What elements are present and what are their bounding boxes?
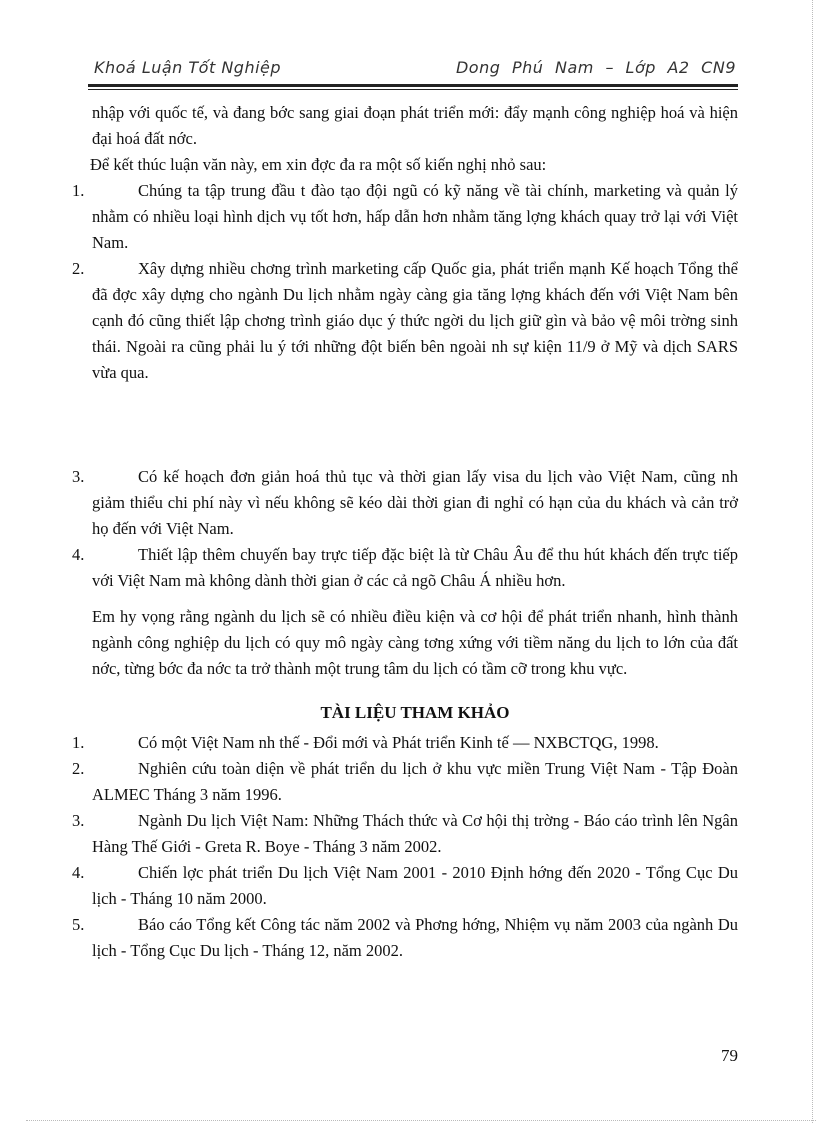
spacer [92,594,738,604]
reference-item [72,808,738,860]
ref-number: 5. [72,915,85,934]
ref-number: 2. [72,759,85,778]
footer-dotted-rule [26,1120,816,1121]
header-right: Dong Phú Nam – Lớp A2 CN9 [455,58,736,77]
ref-text: Chiến lợc phát triển Du lịch Việt Nam 2001 - 2010 Định hớng đến 2020 - Tổng Cục Du lịch - Tháng 10 năm 2000. [92,863,738,908]
recommendation-item [72,256,738,386]
item-number: 1. [72,181,85,200]
header-rule-thin [88,89,738,90]
item-number: 3. [72,467,85,486]
blank-space [92,386,738,464]
header-left: Khoá Luận Tốt Nghiệp [94,58,282,77]
item-number: 2. [72,259,85,278]
item-text: Có kế hoạch đơn giản hoá thủ tục và thời gian lấy visa du lịch vào Việt Nam, cũng nh giảm thiểu chi phí này vì nếu không sẽ kéo dài thời gian đi nghỉ có hạn của du khách và cản trở họ đến với Việt Nam. [92,467,738,538]
reference-item [72,730,738,756]
recommendation-item [72,178,738,256]
item-number: 4. [72,545,85,564]
ref-text: Nghiên cứu toàn diện về phát triển du lịch ở khu vực miền Trung Việt Nam - Tập Đoàn ALMEC Tháng 3 năm 1996. [92,759,738,804]
page-number: 79 [721,1046,738,1065]
ref-text: Ngành Du lịch Việt Nam: Những Thách thức và Cơ hội thị trờng - Báo cáo trình lên Ngân Hàng Thế Giới - Greta R. Boye - Tháng 3 năm 2002. [92,811,738,856]
right-dotted-rule [812,0,813,1123]
page-header [90,58,738,82]
ref-text: Có một Việt Nam nh thế - Đổi mới và Phát triển Kinh tế — NXBCTQG, 1998. [138,733,659,752]
closing-paragraph: Em hy vọng rằng ngành du lịch sẽ có nhiều điều kiện và cơ hội để phát triển nhanh, hình thành ngành công nghiệp du lịch có quy mô ngày càng tơng xứng với tiềm năng du lịch to lớn của đất nớc, từng bớc đa nớc ta trở thành một trung tâm du lịch có tầm cỡ trong khu vực. [92,607,738,678]
item-text: Chúng ta tập trung đầu t đào tạo đội ngũ có kỹ năng về tài chính, marketing và quản lý nhằm có nhiều loại hình dịch vụ tốt hơn, hấp dẫn hơn nhằm tăng lợng khách quay trở lại với Việt Nam. [92,181,738,252]
ref-text: Báo cáo Tổng kết Công tác năm 2002 và Phơng hớng, Nhiệm vụ năm 2003 của ngành Du lịch - Tổng Cục Du lịch - Tháng 12, năm 2002. [92,915,738,960]
header-rule [88,84,738,87]
intro-lead-in: Để kết thúc luận văn này, em xin đợc đa ra một số kiến nghị nhỏ sau: [90,155,547,174]
references-heading: TÀI LIỆU THAM KHẢO [320,703,510,722]
intro-paragraph: nhập với quốc tế, và đang bớc sang giai đoạn phát triển mới: đẩy mạnh công nghiệp hoá và hiện đại hoá đất nớc. [92,103,738,148]
recommendation-item [72,542,738,594]
item-text: Xây dựng nhiều chơng trình marketing cấp Quốc gia, phát triển mạnh Kế hoạch Tổng thể đã đợc xây dựng cho ngành Du lịch nhằm ngày càng gia tăng lợng khách đến với Việt Nam bên cạnh đó cũng thiết lập chơng trình giáo dục ý thức ngời du lịch giữ gìn và bảo vệ môi trờng sinh thái. Ngoài ra cũng phải lu ý tới những đột biến bên ngoài nh sự kiện 11/9 ở Mỹ và dịch SARS vừa qua. [92,259,738,382]
reference-item [72,912,738,964]
page-body [72,100,738,964]
ref-number: 3. [72,811,85,830]
item-text: Thiết lập thêm chuyến bay trực tiếp đặc biệt là từ Châu Âu để thu hút khách đến trực tiếp với Việt Nam mà không dành thời gian ở các cả ngõ Châu Á nhiều hơn. [92,545,738,590]
reference-item [72,756,738,808]
reference-item [72,860,738,912]
recommendation-item [72,464,738,542]
ref-number: 1. [72,733,85,752]
ref-number: 4. [72,863,85,882]
